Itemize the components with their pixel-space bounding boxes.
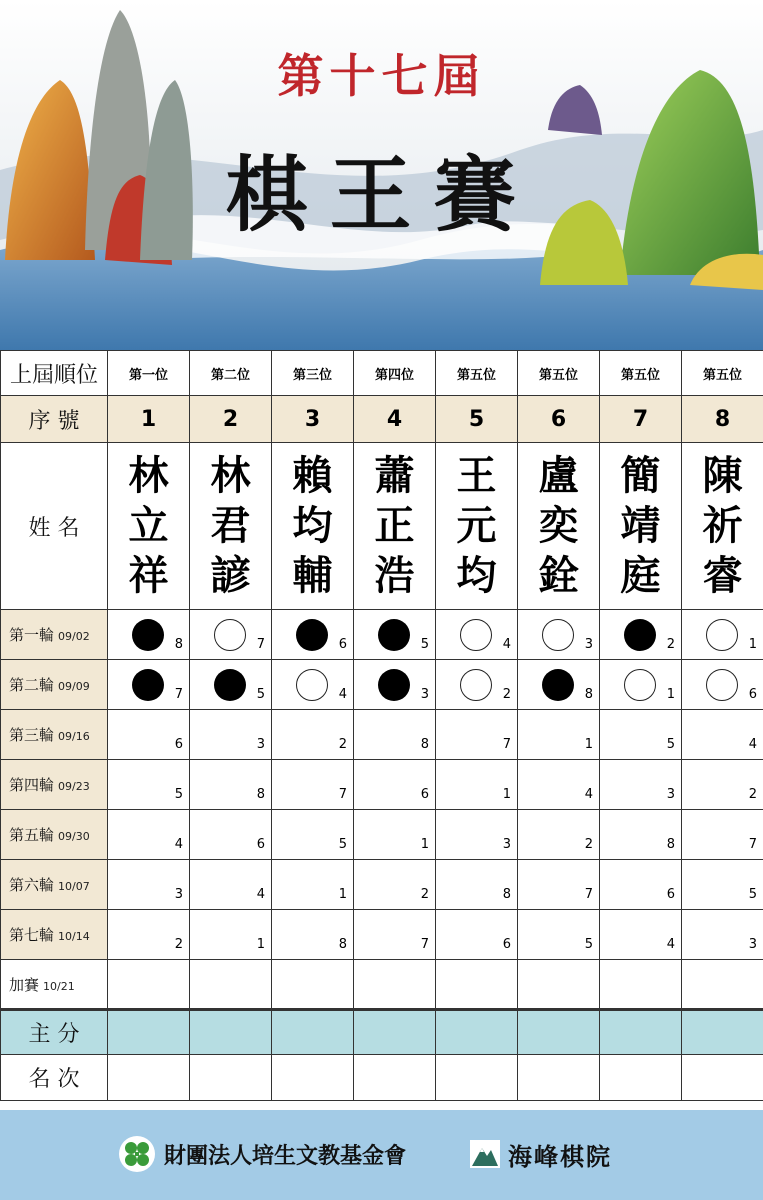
pairing-cell xyxy=(354,910,436,960)
round-label xyxy=(1,710,108,760)
pairing-cell xyxy=(190,960,272,1010)
opponent-number: 3 xyxy=(420,687,429,702)
pairing-cell xyxy=(600,760,682,810)
opponent-number: 5 xyxy=(420,637,429,652)
pairing-cell xyxy=(436,910,518,960)
pairing-cell xyxy=(682,660,763,710)
seq-cell: 7 xyxy=(600,396,682,443)
opponent-number: 8 xyxy=(584,687,593,702)
opponent-number: 4 xyxy=(338,687,347,702)
opponent-number: 6 xyxy=(502,937,511,952)
white-stone-icon xyxy=(624,669,656,701)
prev-rank-cell: 第四位 xyxy=(354,351,436,396)
opponent-number: 2 xyxy=(666,637,675,652)
prev-rank-cell: 第三位 xyxy=(272,351,354,396)
opponent-number: 3 xyxy=(666,787,675,802)
seq-cell: 2 xyxy=(190,396,272,443)
white-stone-icon xyxy=(706,619,738,651)
pairing-cell xyxy=(436,760,518,810)
player-name: 盧 奕 銓 xyxy=(518,443,600,610)
opponent-number: 4 xyxy=(502,637,511,652)
opponent-number: 6 xyxy=(420,787,429,802)
pairing-cell xyxy=(518,860,600,910)
opponent-number: 4 xyxy=(666,937,675,952)
white-stone-icon xyxy=(296,669,328,701)
opponent-number: 8 xyxy=(338,937,347,952)
round-date: 09/02 xyxy=(58,630,90,643)
opponent-number: 7 xyxy=(584,887,593,902)
tournament-title: 棋王賽 xyxy=(225,147,538,243)
player-name: 林 君 諺 xyxy=(190,443,272,610)
opponent-number: 1 xyxy=(502,787,511,802)
seq-cell: 4 xyxy=(354,396,436,443)
opponent-number: 4 xyxy=(256,887,265,902)
white-stone-icon xyxy=(460,669,492,701)
round-label xyxy=(1,910,108,960)
opponent-number: 2 xyxy=(420,887,429,902)
opponent-number: 8 xyxy=(502,887,511,902)
black-stone-icon xyxy=(542,669,574,701)
opponent-number: 8 xyxy=(174,637,183,652)
score-label: 主 分 xyxy=(1,1010,108,1055)
round-name: 加賽 xyxy=(9,975,40,994)
name-label: 姓 名 xyxy=(1,443,108,610)
opponent-number: 5 xyxy=(584,937,593,952)
prev-rank-cell: 第五位 xyxy=(436,351,518,396)
pairing-cell xyxy=(272,760,354,810)
pairing-cell xyxy=(682,960,763,1010)
pairing-cell xyxy=(354,660,436,710)
pairing-cell xyxy=(272,810,354,860)
pairing-cell xyxy=(436,710,518,760)
opponent-number: 8 xyxy=(666,837,675,852)
place-cell xyxy=(600,1055,682,1101)
prev-rank-cell: 第五位 xyxy=(518,351,600,396)
round-label xyxy=(1,610,108,660)
seq-cell: 3 xyxy=(272,396,354,443)
player-name: 簡 靖 庭 xyxy=(600,443,682,610)
player-name: 賴 均 輔 xyxy=(272,443,354,610)
pairing-cell xyxy=(108,960,190,1010)
place-row xyxy=(1,1055,763,1101)
clover-icon xyxy=(118,1135,156,1173)
pairing-cell xyxy=(190,660,272,710)
round-date: 09/30 xyxy=(58,830,90,843)
pairing-cell xyxy=(682,610,763,660)
opponent-number: 3 xyxy=(174,887,183,902)
opponent-number: 3 xyxy=(748,937,757,952)
black-stone-icon xyxy=(132,619,164,651)
pairing-cell xyxy=(190,710,272,760)
score-cell xyxy=(682,1010,763,1055)
round-row xyxy=(1,660,763,710)
pairing-cell xyxy=(600,910,682,960)
opponent-number: 8 xyxy=(256,787,265,802)
place-cell xyxy=(518,1055,600,1101)
opponent-number: 4 xyxy=(748,737,757,752)
place-cell xyxy=(436,1055,518,1101)
pairing-cell xyxy=(682,860,763,910)
seq-cell: 5 xyxy=(436,396,518,443)
player-name: 陳 祈 睿 xyxy=(682,443,763,610)
white-stone-icon xyxy=(706,669,738,701)
round-row xyxy=(1,910,763,960)
opponent-number: 1 xyxy=(256,937,265,952)
round-label xyxy=(1,760,108,810)
place-cell xyxy=(682,1055,763,1101)
opponent-number: 7 xyxy=(502,737,511,752)
black-stone-icon xyxy=(378,669,410,701)
prev-rank-cell: 第五位 xyxy=(600,351,682,396)
opponent-number: 7 xyxy=(338,787,347,802)
pairing-table xyxy=(0,350,763,1101)
pairing-cell xyxy=(354,610,436,660)
opponent-number: 2 xyxy=(174,937,183,952)
round-name: 第四輪 xyxy=(9,776,55,794)
opponent-number: 1 xyxy=(584,737,593,752)
black-stone-icon xyxy=(296,619,328,651)
opponent-number: 6 xyxy=(748,687,757,702)
score-row xyxy=(1,1010,763,1055)
score-cell xyxy=(600,1010,682,1055)
pairing-cell xyxy=(436,810,518,860)
opponent-number: 7 xyxy=(174,687,183,702)
pairing-cell xyxy=(108,860,190,910)
seq-label: 序 號 xyxy=(1,396,108,443)
white-stone-icon xyxy=(460,619,492,651)
player-name: 王 元 均 xyxy=(436,443,518,610)
pairing-cell xyxy=(108,660,190,710)
footer xyxy=(0,1110,763,1200)
pairing-cell xyxy=(436,660,518,710)
round-name: 第三輪 xyxy=(9,726,55,744)
score-cell xyxy=(354,1010,436,1055)
place-cell xyxy=(190,1055,272,1101)
pairing-cell xyxy=(108,710,190,760)
opponent-number: 2 xyxy=(338,737,347,752)
pairing-cell xyxy=(436,860,518,910)
pairing-cell xyxy=(600,810,682,860)
place-label: 名 次 xyxy=(1,1055,108,1101)
pairing-cell xyxy=(436,960,518,1010)
opponent-number: 2 xyxy=(748,787,757,802)
score-cell xyxy=(272,1010,354,1055)
score-cell xyxy=(190,1010,272,1055)
go-club xyxy=(470,1134,612,1174)
pairing-cell xyxy=(682,710,763,760)
opponent-number: 5 xyxy=(748,887,757,902)
organizer xyxy=(118,1134,406,1174)
round-name: 第一輪 xyxy=(9,626,55,644)
round-name: 第七輪 xyxy=(9,926,55,944)
round-label xyxy=(1,810,108,860)
white-stone-icon xyxy=(542,619,574,651)
pairing-cell xyxy=(272,910,354,960)
score-cell xyxy=(436,1010,518,1055)
score-cell xyxy=(108,1010,190,1055)
pairing-cell xyxy=(600,960,682,1010)
opponent-number: 7 xyxy=(256,637,265,652)
pairing-cell xyxy=(190,910,272,960)
pairing-cell xyxy=(682,910,763,960)
round-row xyxy=(1,710,763,760)
seq-cell: 1 xyxy=(108,396,190,443)
pairing-cell xyxy=(518,960,600,1010)
opponent-number: 1 xyxy=(420,837,429,852)
round-label xyxy=(1,960,108,1010)
opponent-number: 1 xyxy=(338,887,347,902)
pairing-cell xyxy=(354,960,436,1010)
pairing-cell xyxy=(272,660,354,710)
pairing-cell xyxy=(518,810,600,860)
pairing-cell xyxy=(108,810,190,860)
opponent-number: 4 xyxy=(584,787,593,802)
round-row xyxy=(1,810,763,860)
pairing-cell xyxy=(190,610,272,660)
white-stone-icon xyxy=(214,619,246,651)
pairing-cell xyxy=(600,610,682,660)
round-date: 10/14 xyxy=(58,930,90,943)
opponent-number: 6 xyxy=(174,737,183,752)
pairing-cell xyxy=(272,860,354,910)
pairing-cell xyxy=(518,710,600,760)
round-date: 09/16 xyxy=(58,730,90,743)
seq-cell: 6 xyxy=(518,396,600,443)
pairing-cell xyxy=(272,610,354,660)
round-rows xyxy=(1,610,763,1010)
opponent-number: 5 xyxy=(666,737,675,752)
pairing-cell xyxy=(600,660,682,710)
pairing-cell xyxy=(600,860,682,910)
pairing-cell xyxy=(518,660,600,710)
pairing-cell xyxy=(272,710,354,760)
pairing-cell xyxy=(518,760,600,810)
prev-rank-cell: 第五位 xyxy=(682,351,763,396)
round-date: 10/07 xyxy=(58,880,90,893)
pairing-cell xyxy=(682,810,763,860)
opponent-number: 7 xyxy=(748,837,757,852)
opponent-number: 5 xyxy=(174,787,183,802)
pairing-cell xyxy=(108,910,190,960)
opponent-number: 7 xyxy=(420,937,429,952)
round-label xyxy=(1,660,108,710)
pairing-cell xyxy=(108,760,190,810)
pairing-cell xyxy=(600,710,682,760)
prev-rank-row xyxy=(1,351,763,396)
opponent-number: 3 xyxy=(502,837,511,852)
opponent-number: 6 xyxy=(338,637,347,652)
round-name: 第六輪 xyxy=(9,876,55,894)
round-date: 09/09 xyxy=(58,680,90,693)
prev-rank-cell: 第二位 xyxy=(190,351,272,396)
opponent-number: 2 xyxy=(584,837,593,852)
pairing-cell xyxy=(354,710,436,760)
opponent-number: 1 xyxy=(666,687,675,702)
round-name: 第二輪 xyxy=(9,676,55,694)
club-name: 海峰棋院 xyxy=(508,1141,612,1171)
pairing-cell xyxy=(354,810,436,860)
opponent-number: 3 xyxy=(584,637,593,652)
pairing-cell xyxy=(190,760,272,810)
round-label xyxy=(1,860,108,910)
seq-cell: 8 xyxy=(682,396,763,443)
black-stone-icon xyxy=(378,619,410,651)
pairing-cell xyxy=(436,610,518,660)
player-name: 蕭 正 浩 xyxy=(354,443,436,610)
black-stone-icon xyxy=(132,669,164,701)
mountain-logo-icon xyxy=(470,1140,500,1168)
round-name: 第五輪 xyxy=(9,826,55,844)
pairing-cell xyxy=(190,810,272,860)
edition-title: 第十七屆 xyxy=(277,49,486,103)
pairing-cell xyxy=(354,760,436,810)
prev-rank-label: 上屆順位 xyxy=(1,351,108,396)
player-name: 林 立 祥 xyxy=(108,443,190,610)
pairing-cell xyxy=(108,610,190,660)
prev-rank-cell: 第一位 xyxy=(108,351,190,396)
place-cell xyxy=(108,1055,190,1101)
opponent-number: 1 xyxy=(748,637,757,652)
opponent-number: 6 xyxy=(256,837,265,852)
header-banner xyxy=(0,0,763,350)
pairing-cell xyxy=(518,610,600,660)
pairing-cell xyxy=(354,860,436,910)
round-row xyxy=(1,860,763,910)
pairing-cell xyxy=(682,760,763,810)
round-row xyxy=(1,960,763,1010)
opponent-number: 5 xyxy=(256,687,265,702)
round-row xyxy=(1,760,763,810)
black-stone-icon xyxy=(214,669,246,701)
opponent-number: 8 xyxy=(420,737,429,752)
black-stone-icon xyxy=(624,619,656,651)
pairing-cell xyxy=(518,910,600,960)
round-date: 09/23 xyxy=(58,780,90,793)
opponent-number: 5 xyxy=(338,837,347,852)
round-date: 10/21 xyxy=(43,979,75,993)
pairing-cell xyxy=(272,960,354,1010)
opponent-number: 6 xyxy=(666,887,675,902)
place-cell xyxy=(272,1055,354,1101)
round-row xyxy=(1,610,763,660)
opponent-number: 4 xyxy=(174,837,183,852)
place-cell xyxy=(354,1055,436,1101)
score-cell xyxy=(518,1010,600,1055)
opponent-number: 3 xyxy=(256,737,265,752)
name-row xyxy=(1,443,763,610)
opponent-number: 2 xyxy=(502,687,511,702)
seq-row xyxy=(1,396,763,443)
pairing-cell xyxy=(190,860,272,910)
organizer-name: 財團法人培生文教基金會 xyxy=(164,1143,407,1169)
